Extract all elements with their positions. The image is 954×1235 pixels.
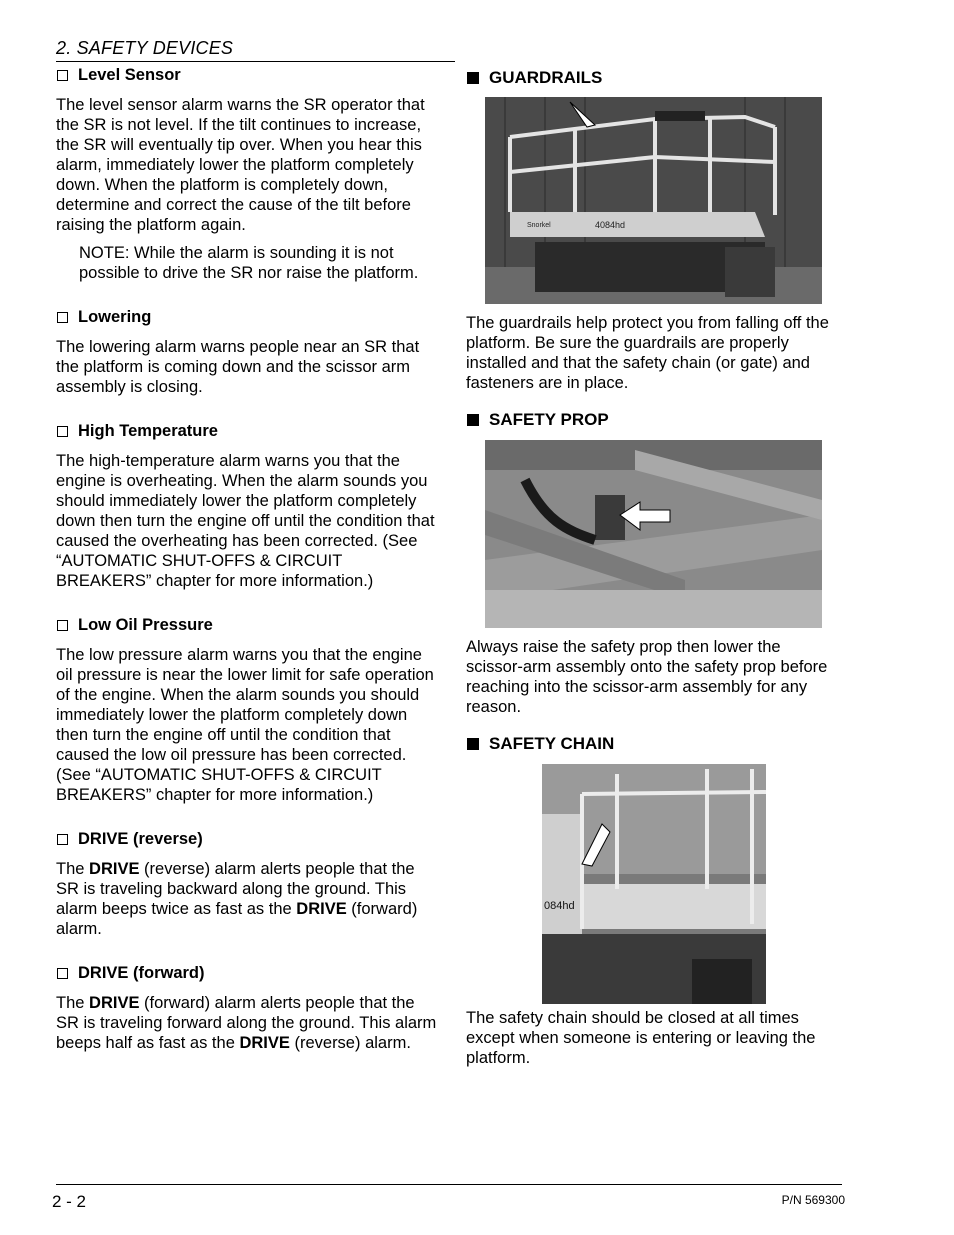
checkbox-icon	[57, 312, 68, 323]
left-column	[56, 66, 440, 1053]
checkbox-icon	[57, 834, 68, 845]
square-bullet-icon	[467, 72, 479, 84]
lowering-heading: Lowering	[56, 308, 440, 326]
right-column	[466, 66, 836, 1068]
safety-chain-photo-model: 084hd	[544, 900, 575, 912]
lowering-body: The lowering alarm warns people near an SR that the platform is coming down and the scissor arm assembly is closing.	[56, 338, 420, 396]
drive-forward-heading: DRIVE (forward)	[56, 964, 440, 982]
drive-reverse-heading: DRIVE (reverse)	[56, 830, 440, 848]
checkbox-icon	[57, 620, 68, 631]
header-rule	[56, 61, 455, 62]
level-sensor-note: NOTE: While the alarm is sounding it is not possible to drive the SR nor raise the platform.	[79, 244, 419, 282]
level-sensor-heading: Level Sensor	[56, 66, 440, 84]
safety-prop-heading: SAFETY PROP	[466, 410, 836, 430]
level-sensor-body: The level sensor alarm warns the SR operator that the SR is not level. If the tilt continues to increase, the SR will eventually tip over. When you hear this alarm, immediately lower the platform completely down. When the platform is completely down, determine and correct the cause of the tilt before raising the platform again.	[56, 96, 425, 234]
low-oil-body: The low pressure alarm warns you that the engine oil pressure is near the lower limit for safe operation of the engine. When the alarm sounds you should immediately lower the platform completely down then turn the engine off until the condition that caused the low oil pressure has been corrected. (See “AUTOMATIC SHUT-OFFS & CIRCUIT BREAKERS” chapter for more information.)	[56, 646, 434, 804]
page-header-title: 2. SAFETY DEVICES	[56, 38, 234, 58]
high-temp-body: The high-temperature alarm warns you that the engine is overheating. When the alarm sounds you should immediately lower the platform completely down then turn the engine off until the condition that caused the overheating has been corrected. (See “AUTOMATIC SHUT-OFFS & CIRCUIT BREAKERS” chapter for more information.)	[56, 452, 435, 590]
safety-chain-body: The safety chain should be closed at all times except when someone is entering or leaving the platform.	[466, 1009, 816, 1067]
page-number: 2 - 2	[52, 1192, 87, 1211]
drive-reverse-body: The DRIVE (reverse) alarm alerts people that the SR is traveling backward along the ground. This alarm beeps twice as fast as the DRIVE (forward) alarm.	[56, 860, 418, 938]
guardrails-photo	[485, 97, 822, 304]
high-temp-heading: High Temperature	[56, 422, 440, 440]
guardrails-heading: GUARDRAILS	[466, 68, 836, 88]
square-bullet-icon	[467, 738, 479, 750]
checkbox-icon	[57, 70, 68, 81]
square-bullet-icon	[467, 414, 479, 426]
safety-prop-body: Always raise the safety prop then lower the scissor-arm assembly onto the safety prop before reaching into the scissor-arm assembly for any reason.	[466, 638, 828, 716]
checkbox-icon	[57, 968, 68, 979]
part-number: P/N 569300	[781, 1193, 845, 1207]
footer-rule	[56, 1184, 842, 1185]
guardrails-body: The guardrails help protect you from falling off the platform. Be sure the guardrails are properly installed and that the safety chain (or gate) and fasteners are in place.	[466, 314, 829, 392]
drive-forward-body: The DRIVE (forward) alarm alerts people that the SR is traveling forward along the ground. This alarm beeps half as fast as the DRIVE (reverse) alarm.	[56, 994, 437, 1052]
safety-prop-photo	[485, 440, 822, 628]
safety-chain-photo	[542, 764, 766, 1004]
safety-chain-heading: SAFETY CHAIN	[466, 734, 836, 754]
low-oil-heading: Low Oil Pressure	[56, 616, 440, 634]
checkbox-icon	[57, 426, 68, 437]
guardrails-photo-model: 4084hd	[595, 220, 626, 230]
guardrails-photo-brand: Snorkel	[527, 222, 551, 229]
